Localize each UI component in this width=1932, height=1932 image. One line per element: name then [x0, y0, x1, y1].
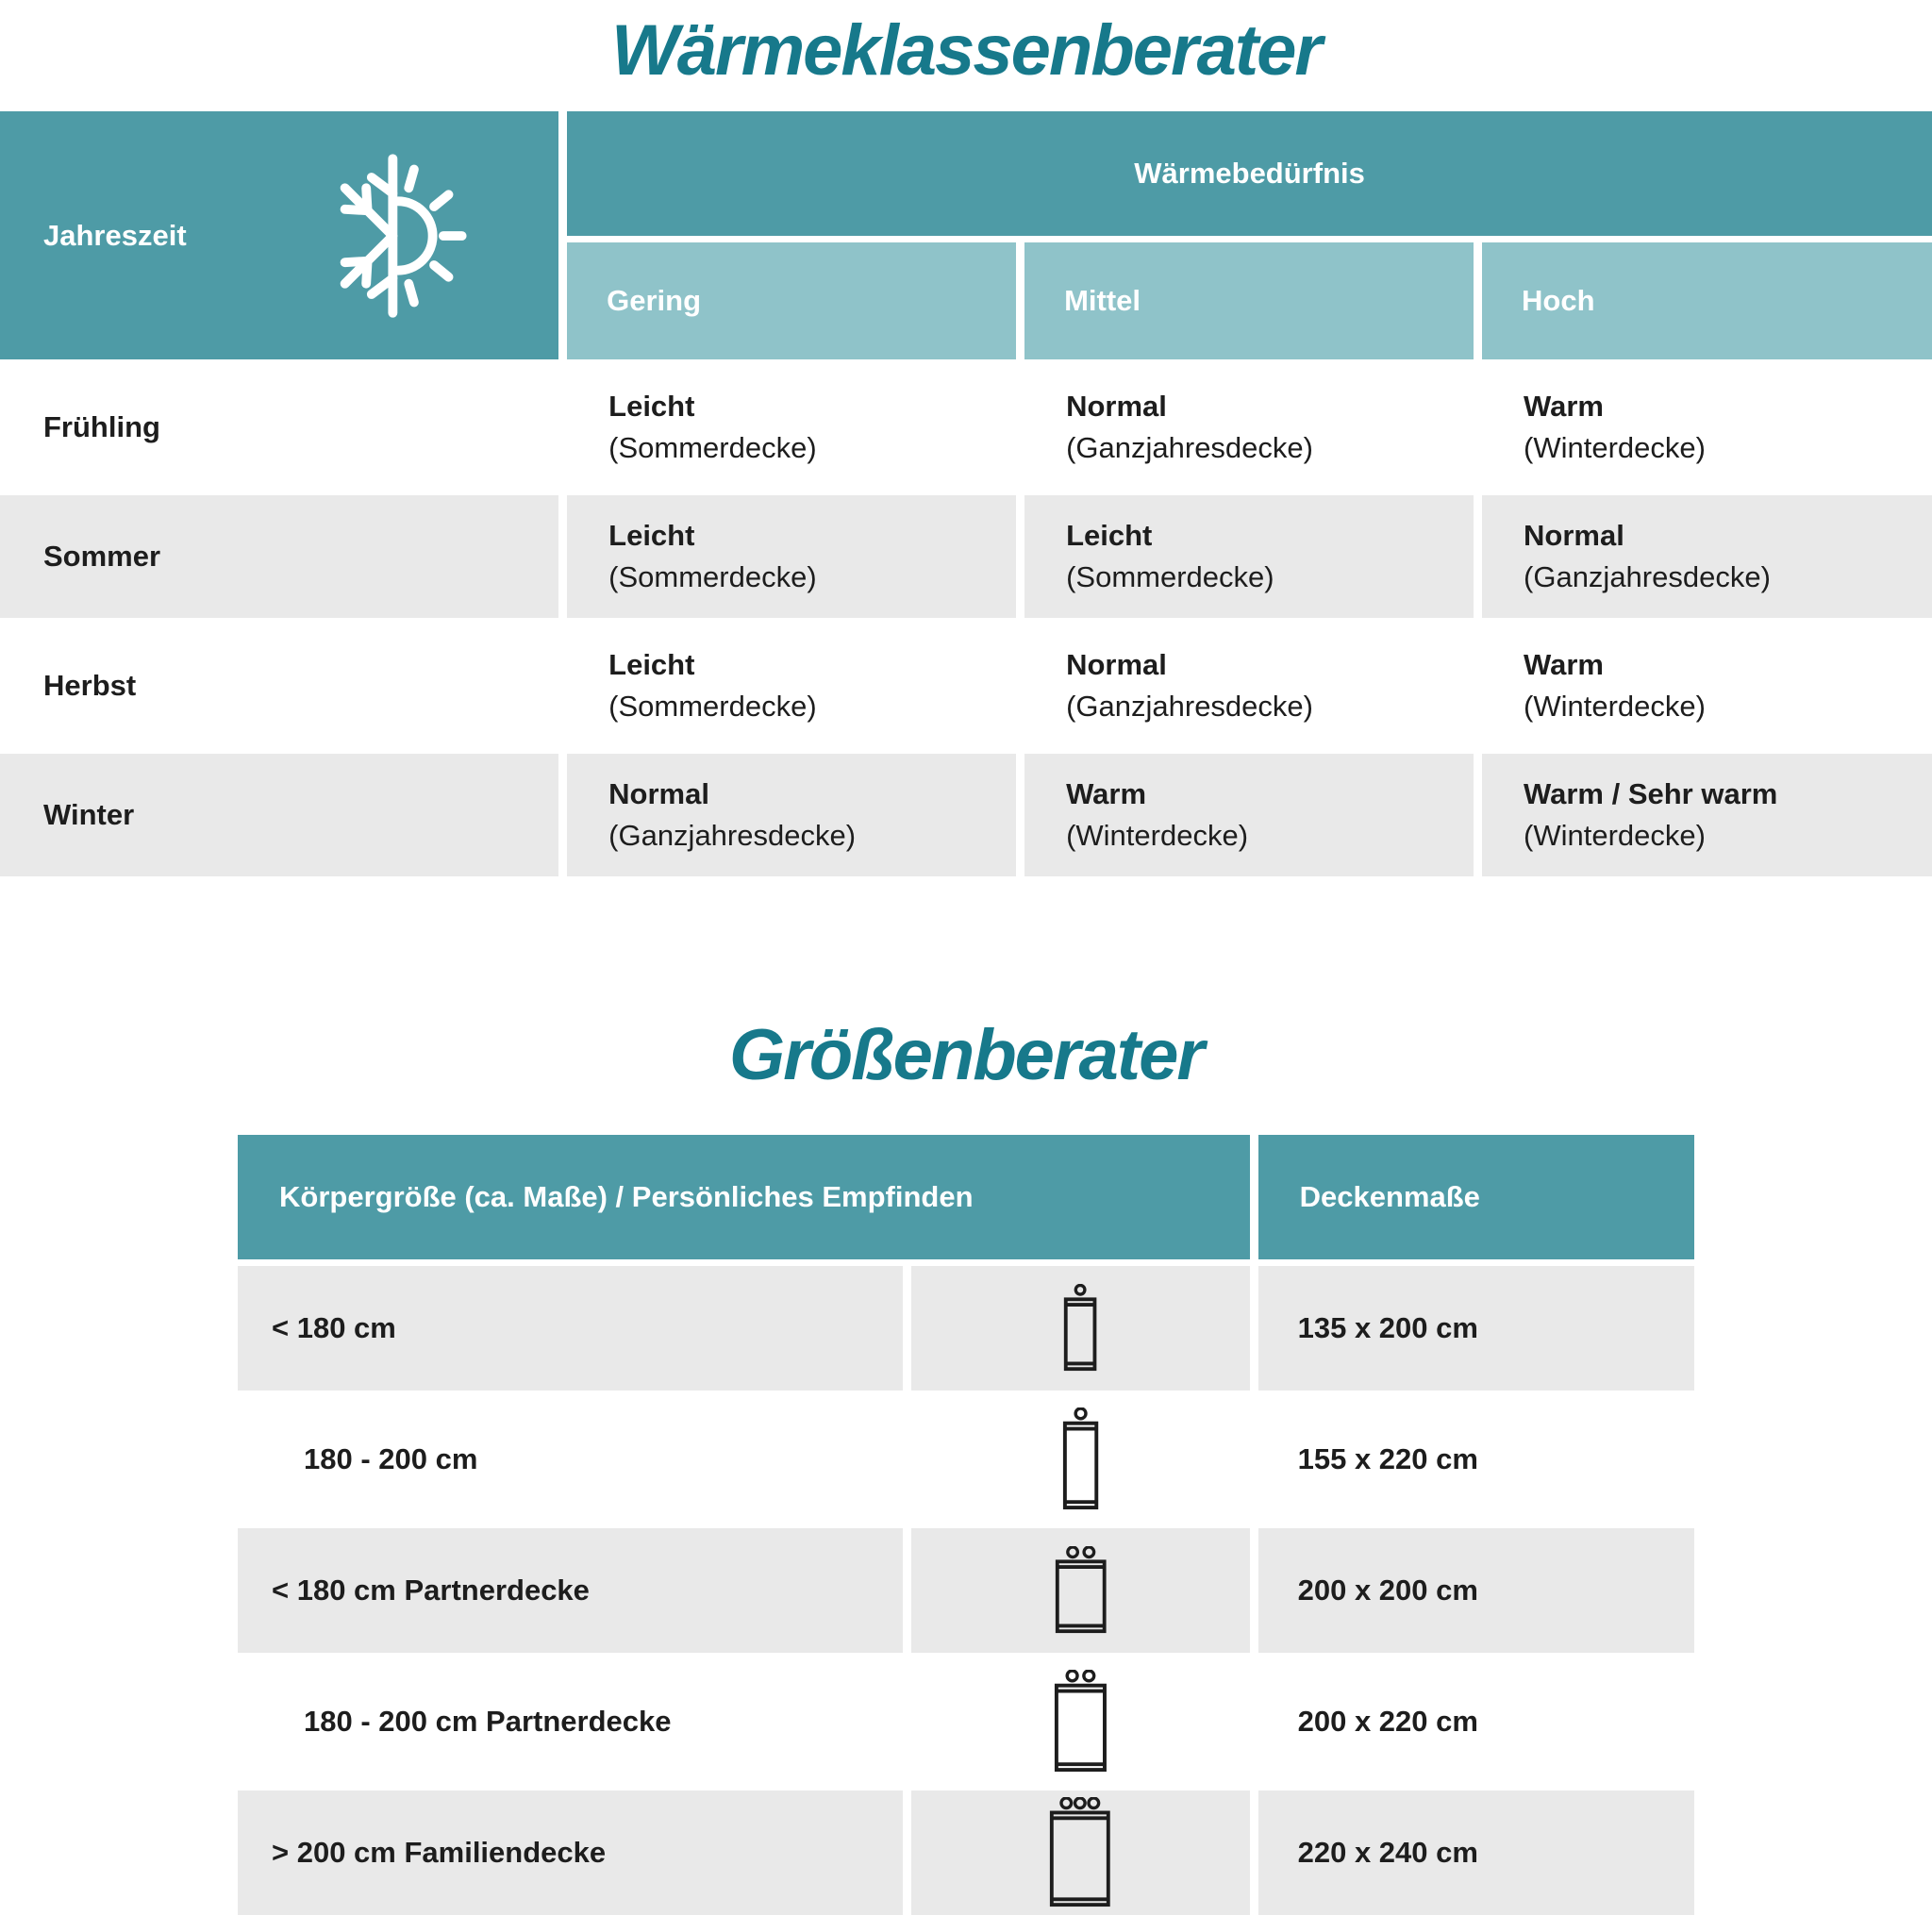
table-row-sommer [0, 495, 1932, 618]
warmth-class: Leicht [608, 519, 695, 552]
warmth-cell [1482, 625, 1932, 747]
icon-cell [911, 1790, 1250, 1915]
body-height-label: 180 - 200 cm [304, 1442, 478, 1475]
warmth-class: Normal [608, 777, 709, 810]
duvet-type: (Winterdecke) [1524, 690, 1706, 723]
season-label: Herbst [43, 669, 137, 702]
duvet-size-value: 155 x 220 cm [1297, 1442, 1478, 1475]
level-header-hoch: Hoch [1482, 242, 1932, 359]
icon-cell [911, 1266, 1250, 1391]
warmth-table [0, 111, 1932, 876]
table-row-fruehling [0, 366, 1932, 489]
body-height-label: 180 - 200 cm Partnerdecke [304, 1705, 672, 1738]
warmth-table-wrapper [0, 111, 1932, 876]
duvet-type: (Ganzjahresdecke) [1524, 560, 1771, 593]
size-row-1 [238, 1266, 1694, 1391]
body-height-label: > 200 cm Familiendecke [238, 1790, 903, 1915]
duvet-type: (Winterdecke) [1524, 431, 1706, 464]
warmth-class: Warm [1066, 777, 1147, 810]
warmth-cell [1482, 366, 1932, 489]
season-label: Sommer [0, 495, 558, 618]
warmth-class: Normal [1066, 648, 1167, 681]
duvet-type: (Sommerdecke) [608, 431, 817, 464]
warmth-cell [1024, 754, 1474, 876]
duvet-type: (Sommerdecke) [608, 560, 817, 593]
duvet-type: (Sommerdecke) [608, 690, 817, 723]
warmth-need-group-header: Wärmebedürfnis [567, 111, 1932, 236]
season-column-header-label: Jahreszeit [43, 218, 187, 252]
icon-cell [911, 1397, 1250, 1522]
season-label: Winter [0, 754, 558, 876]
season-label: Frühling [43, 410, 160, 443]
duvet-type: (Winterdecke) [1524, 819, 1706, 852]
body-height-label: < 180 cm [238, 1266, 903, 1391]
duvet-size-value: 200 x 220 cm [1297, 1705, 1478, 1738]
duvet-type: (Ganzjahresdecke) [1066, 690, 1313, 723]
warmth-class: Warm [1524, 648, 1604, 681]
warmth-cell [1482, 754, 1932, 876]
warmth-cell [1024, 625, 1474, 747]
warmth-cell [567, 495, 1016, 618]
duvet-two-person-icon [1053, 1546, 1108, 1635]
warmth-cell [1482, 495, 1932, 618]
duvet-single-person-icon [1060, 1284, 1100, 1373]
warmth-advisor-title: Wärmeklassenberater [611, 10, 1321, 91]
warmth-class: Warm [1524, 390, 1604, 423]
table-row-winter [0, 754, 1932, 876]
warmth-cell [567, 625, 1016, 747]
size-advisor-title: Größenberater [729, 1015, 1203, 1095]
duvet-type: (Winterdecke) [1066, 819, 1249, 852]
level-header-mittel: Mittel [1024, 242, 1474, 359]
size-table-wrapper [238, 1135, 1694, 1915]
table-row-herbst [0, 625, 1932, 747]
duvet-type: (Ganzjahresdecke) [608, 819, 857, 852]
icon-cell [911, 1528, 1250, 1653]
season-column-header-cell [0, 111, 558, 359]
size-row-2 [238, 1397, 1694, 1522]
duvet-size-value: 200 x 200 cm [1258, 1528, 1694, 1653]
snowflake-sun-icon [310, 148, 475, 324]
duvet-size-column-header: Deckenmaße [1258, 1135, 1694, 1259]
duvet-two-person-tall-icon [1052, 1670, 1109, 1774]
warmth-cell [567, 754, 1016, 876]
warmth-class: Leicht [608, 390, 695, 423]
warmth-class: Leicht [608, 648, 695, 681]
level-header-gering: Gering [567, 242, 1016, 359]
duvet-type: (Ganzjahresdecke) [1066, 431, 1313, 464]
warmth-header-row-1 [0, 111, 1932, 236]
duvet-size-value: 135 x 200 cm [1258, 1266, 1694, 1391]
size-header-row [238, 1135, 1694, 1259]
duvet-family-icon [1047, 1797, 1113, 1908]
duvet-type: (Sommerdecke) [1066, 560, 1274, 593]
warmth-class: Normal [1524, 519, 1624, 552]
body-height-label: < 180 cm Partnerdecke [238, 1528, 903, 1653]
duvet-size-value: 220 x 240 cm [1258, 1790, 1694, 1915]
warmth-class: Leicht [1066, 519, 1153, 552]
warmth-cell [1024, 495, 1474, 618]
duvet-single-person-tall-icon [1058, 1407, 1103, 1511]
warmth-class: Warm / Sehr warm [1524, 777, 1778, 810]
warmth-class: Normal [1066, 390, 1167, 423]
size-row-3 [238, 1528, 1694, 1653]
size-row-4 [238, 1659, 1694, 1784]
icon-cell [911, 1659, 1250, 1784]
warmth-cell [567, 366, 1016, 489]
size-table [238, 1135, 1694, 1915]
body-height-column-header: Körpergröße (ca. Maße) / Persönliches Empfinden [238, 1135, 1250, 1259]
warmth-cell [1024, 366, 1474, 489]
size-row-5 [238, 1790, 1694, 1915]
